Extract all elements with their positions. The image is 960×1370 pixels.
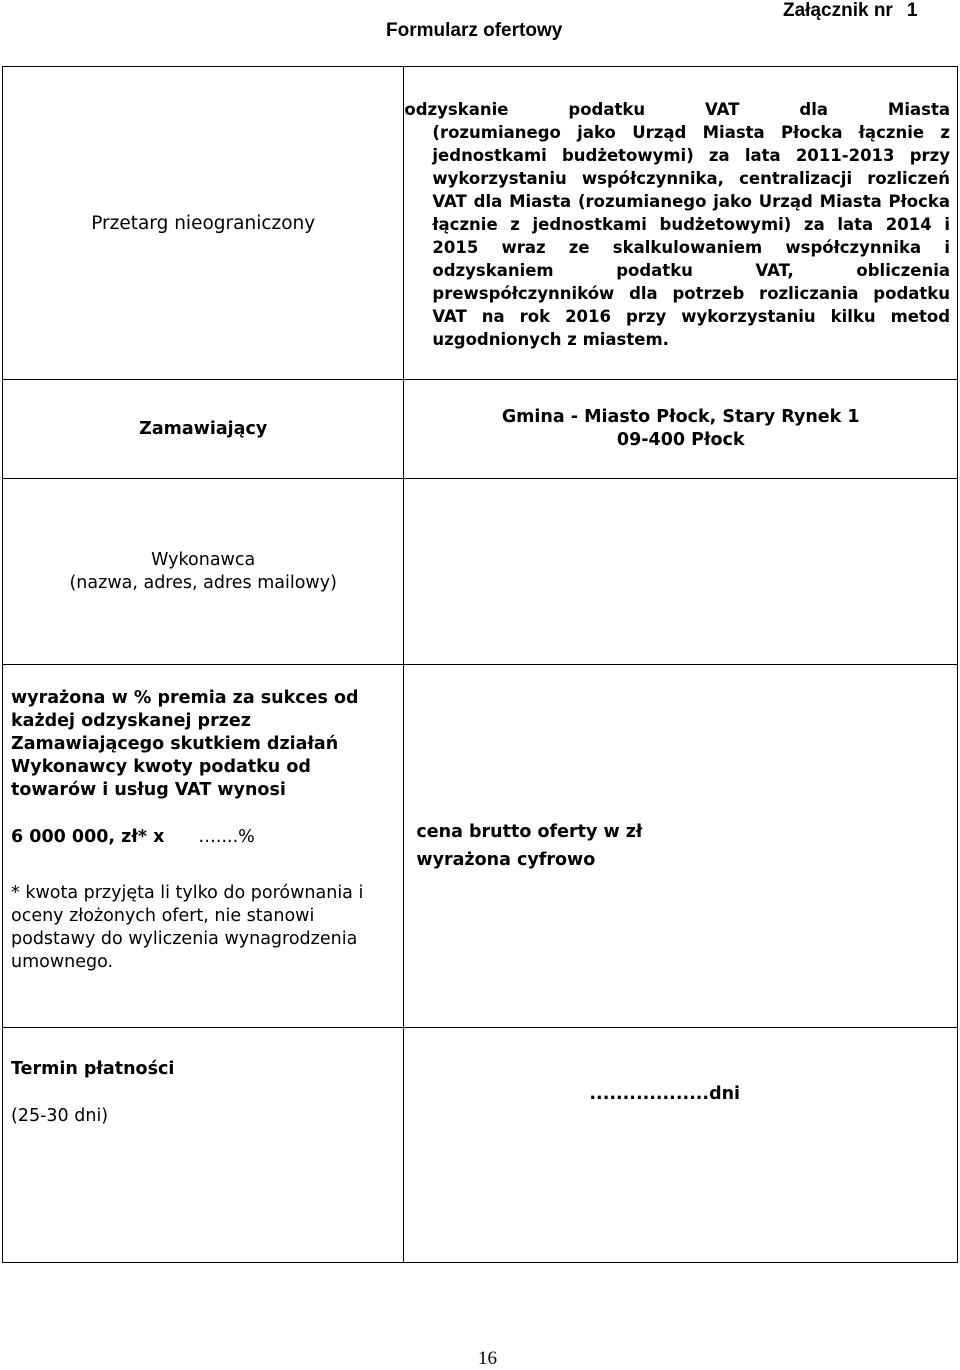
payment-days-field[interactable]: ..................dni [404,1028,958,1263]
annex-number: 1 [906,0,918,21]
price-label-line2: wyrażona cyfrowo [416,850,596,870]
tender-type-cell [3,67,404,380]
payment-label-cell [3,1028,404,1263]
payment-label: Termin płatności [11,1059,175,1079]
premium-amount [11,826,395,849]
buyer-name: Gmina - Miasto Płock, Stary Rynek 1 [501,407,860,427]
buyer-label-cell [3,380,404,479]
buyer-city: 09-400 Płock [616,430,745,450]
premium-percent-field[interactable]: …....% [198,827,255,847]
premium-description: wyrażona w % premia za sukces od każdej odzyskanej przez Zamawiającego skutkiem działań Wykonawcy kwoty podatku od towarów i usług VAT wynosi [11,688,359,800]
page-number: 16 [478,1348,497,1369]
contractor-row [3,479,958,665]
tender-subject [404,96,957,351]
annex-label [783,0,917,22]
price-cell[interactable] [404,665,958,1028]
buyer-row [3,380,958,479]
contractor-value-field[interactable] [404,479,958,665]
payment-range: (25-30 dni) [11,1106,109,1126]
contractor-label: Wykonawca [151,549,256,570]
tender-subject-rest: (rozumianego jako Urząd Miasta Płocka łącznie z jednostkami budżetowymi) za lata 2011-2013 przy wykorzystaniu współczynnika, centralizacji rozliczeń VAT dla Miasta (rozumianego jako Urząd Miasta Płocka łącznie z jednostkami budżetowymi) za lata 2014 i 2015 wraz ze skalkulowaniem współczynnika i odzyskaniem podatku VAT, obliczenia prewspółczynników dla potrzeb rozliczania podatku VAT na rok 2016 przy wykorzystaniu kilku metod uzgodnionych z miastem. [432,122,950,349]
contractor-label-cell [3,479,404,665]
price-label-line1: cena brutto oferty w zł [416,822,643,842]
premium-amount-value: 6 000 000, zł* x [11,827,165,847]
tender-subject-first-line: odzyskanie podatku VAT dla Miasta [404,99,950,119]
payment-row [3,1028,958,1263]
tender-type-label: Przetarg nieograniczony [91,212,316,234]
buyer-value-cell [404,380,958,479]
contractor-label-hint: (nazwa, adres, adres mailowy) [69,572,337,593]
premium-cell [3,665,404,1028]
annex-text: Załącznik nr [783,0,893,21]
offer-form-table [2,66,958,1263]
form-title: Formularz ofertowy [386,20,563,41]
premium-footnote: * kwota przyjęta li tylko do porównania i oceny złożonych ofert, nie stanowi podstawy do wyliczenia wynagrodzenia umownego. [11,883,364,972]
premium-row [3,665,958,1028]
tender-subject-cell [404,67,958,380]
tender-row [3,67,958,380]
buyer-label: Zamawiający [139,418,268,439]
